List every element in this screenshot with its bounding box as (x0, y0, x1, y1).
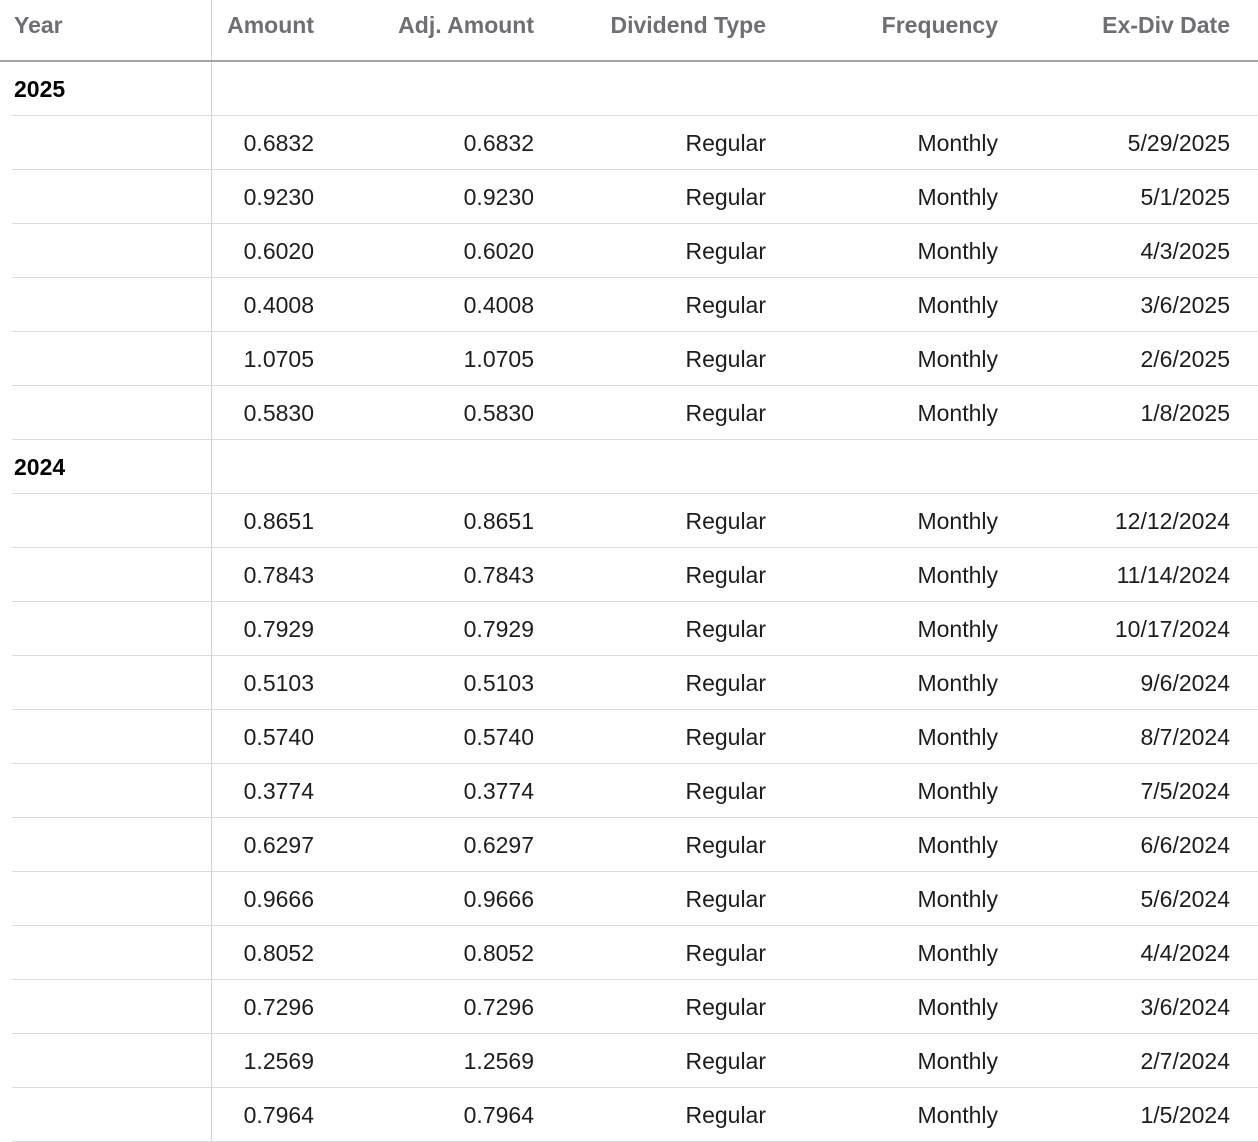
column-header-ex-div-date[interactable]: Ex-Div Date (1102, 12, 1230, 38)
dividend-type-cell: Regular (685, 669, 766, 696)
table-row (0, 1088, 1258, 1142)
table-row (0, 602, 1258, 656)
column-header-amount[interactable]: Amount (227, 12, 314, 38)
year-cell-empty (0, 602, 212, 656)
ex-div-date-cell: 2/6/2025 (1140, 345, 1230, 372)
adj-amount-cell: 1.2569 (463, 1047, 534, 1074)
amount-cell: 0.8052 (243, 939, 314, 966)
adj-amount-cell: 0.9230 (463, 183, 534, 210)
adj-amount-cell: 0.3774 (463, 777, 534, 804)
dividend-type-cell: Regular (685, 399, 766, 426)
column-header-adj-amount[interactable]: Adj. Amount (398, 12, 534, 38)
adj-amount-cell: 0.5740 (463, 723, 534, 750)
ex-div-date-cell: 12/12/2024 (1114, 507, 1230, 534)
table-row (0, 818, 1258, 872)
frequency-cell: Monthly (917, 237, 998, 264)
adj-amount-cell: 1.0705 (463, 345, 534, 372)
table-row (0, 332, 1258, 386)
year-cell-empty (0, 872, 212, 926)
frequency-cell: Monthly (917, 129, 998, 156)
dividend-type-cell: Regular (685, 1047, 766, 1074)
table-row (0, 278, 1258, 332)
year-cell-empty (0, 764, 212, 818)
year-cell-empty (0, 548, 212, 602)
table-row (0, 548, 1258, 602)
frequency-cell: Monthly (917, 939, 998, 966)
adj-amount-cell: 0.7843 (463, 561, 534, 588)
amount-cell: 0.4008 (243, 291, 314, 318)
frequency-cell: Monthly (917, 183, 998, 210)
ex-div-date-cell: 4/4/2024 (1140, 939, 1230, 966)
year-cell-empty (0, 980, 212, 1034)
dividend-type-cell: Regular (685, 183, 766, 210)
year-cell-empty (0, 116, 212, 170)
frequency-cell: Monthly (917, 291, 998, 318)
frequency-cell: Monthly (917, 1101, 998, 1128)
amount-cell: 0.7296 (243, 993, 314, 1020)
year-cell-empty (0, 818, 212, 872)
year-cell-empty (0, 710, 212, 764)
dividend-type-cell: Regular (685, 831, 766, 858)
frequency-cell: Monthly (917, 1047, 998, 1074)
table-row (0, 1034, 1258, 1088)
table-row (0, 980, 1258, 1034)
ex-div-date-cell: 5/29/2025 (1127, 129, 1230, 156)
year-cell-empty (0, 926, 212, 980)
table-row (0, 494, 1258, 548)
table-header (0, 0, 1258, 62)
table-body (0, 62, 1258, 1142)
adj-amount-cell: 0.5830 (463, 399, 534, 426)
dividend-type-cell: Regular (685, 237, 766, 264)
ex-div-date-cell: 5/1/2025 (1140, 183, 1230, 210)
column-header-dividend-type[interactable]: Dividend Type (610, 12, 766, 38)
frequency-cell: Monthly (917, 777, 998, 804)
amount-cell: 0.5740 (243, 723, 314, 750)
adj-amount-cell: 0.5103 (463, 669, 534, 696)
table-row (0, 872, 1258, 926)
table-row (0, 170, 1258, 224)
frequency-cell: Monthly (917, 831, 998, 858)
adj-amount-cell: 0.8651 (463, 507, 534, 534)
year-group-row (0, 62, 1258, 116)
frequency-cell: Monthly (917, 507, 998, 534)
year-cell-empty (0, 386, 212, 440)
adj-amount-cell: 0.9666 (463, 885, 534, 912)
frequency-cell: Monthly (917, 561, 998, 588)
ex-div-date-cell: 4/3/2025 (1140, 237, 1230, 264)
amount-cell: 0.6832 (243, 129, 314, 156)
dividend-type-cell: Regular (685, 993, 766, 1020)
year-cell-empty (0, 656, 212, 710)
amount-cell: 0.6297 (243, 831, 314, 858)
frequency-cell: Monthly (917, 885, 998, 912)
adj-amount-cell: 0.4008 (463, 291, 534, 318)
ex-div-date-cell: 9/6/2024 (1140, 669, 1230, 696)
year-cell-empty (0, 1034, 212, 1088)
table-row (0, 116, 1258, 170)
adj-amount-cell: 0.6297 (463, 831, 534, 858)
dividend-type-cell: Regular (685, 345, 766, 372)
adj-amount-cell: 0.7296 (463, 993, 534, 1020)
ex-div-date-cell: 5/6/2024 (1140, 885, 1230, 912)
frequency-cell: Monthly (917, 345, 998, 372)
ex-div-date-cell: 11/14/2024 (1116, 561, 1230, 588)
adj-amount-cell: 0.6832 (463, 129, 534, 156)
adj-amount-cell: 0.8052 (463, 939, 534, 966)
table-row (0, 764, 1258, 818)
amount-cell: 0.9230 (243, 183, 314, 210)
ex-div-date-cell: 1/8/2025 (1140, 399, 1230, 426)
amount-cell: 0.5103 (243, 669, 314, 696)
column-header-frequency[interactable]: Frequency (881, 12, 998, 38)
dividend-type-cell: Regular (685, 291, 766, 318)
frequency-cell: Monthly (917, 669, 998, 696)
frequency-cell: Monthly (917, 399, 998, 426)
adj-amount-cell: 0.7964 (463, 1101, 534, 1128)
table-row (0, 710, 1258, 764)
amount-cell: 0.8651 (243, 507, 314, 534)
adj-amount-cell: 0.7929 (463, 615, 534, 642)
dividend-type-cell: Regular (685, 777, 766, 804)
amount-cell: 0.5830 (243, 399, 314, 426)
ex-div-date-cell: 3/6/2024 (1140, 993, 1230, 1020)
adj-amount-cell: 0.6020 (463, 237, 534, 264)
dividend-type-cell: Regular (685, 129, 766, 156)
year-label: 2024 (0, 440, 212, 494)
column-header-year[interactable]: Year (0, 0, 212, 60)
year-cell-empty (0, 494, 212, 548)
amount-cell: 0.3774 (243, 777, 314, 804)
dividend-type-cell: Regular (685, 885, 766, 912)
table-row (0, 224, 1258, 278)
frequency-cell: Monthly (917, 615, 998, 642)
amount-cell: 0.6020 (243, 237, 314, 264)
amount-cell: 0.7929 (243, 615, 314, 642)
amount-cell: 0.7843 (243, 561, 314, 588)
dividend-type-cell: Regular (685, 507, 766, 534)
year-group-row (0, 440, 1258, 494)
year-cell-empty (0, 278, 212, 332)
dividend-type-cell: Regular (685, 615, 766, 642)
ex-div-date-cell: 2/7/2024 (1140, 1047, 1230, 1074)
ex-div-date-cell: 8/7/2024 (1140, 723, 1230, 750)
ex-div-date-cell: 10/17/2024 (1114, 615, 1230, 642)
amount-cell: 0.7964 (243, 1101, 314, 1128)
year-cell-empty (0, 224, 212, 278)
ex-div-date-cell: 6/6/2024 (1140, 831, 1230, 858)
dividend-type-cell: Regular (685, 723, 766, 750)
table-row (0, 386, 1258, 440)
ex-div-date-cell: 3/6/2025 (1140, 291, 1230, 318)
ex-div-date-cell: 1/5/2024 (1140, 1101, 1230, 1128)
amount-cell: 0.9666 (243, 885, 314, 912)
dividend-type-cell: Regular (685, 561, 766, 588)
frequency-cell: Monthly (917, 723, 998, 750)
ex-div-date-cell: 7/5/2024 (1140, 777, 1230, 804)
dividend-type-cell: Regular (685, 939, 766, 966)
year-label: 2025 (0, 62, 212, 116)
year-cell-empty (0, 1088, 212, 1142)
table-row (0, 926, 1258, 980)
dividend-type-cell: Regular (685, 1101, 766, 1128)
table-row (0, 656, 1258, 710)
year-cell-empty (0, 332, 212, 386)
year-cell-empty (0, 170, 212, 224)
amount-cell: 1.2569 (243, 1047, 314, 1074)
amount-cell: 1.0705 (243, 345, 314, 372)
frequency-cell: Monthly (917, 993, 998, 1020)
